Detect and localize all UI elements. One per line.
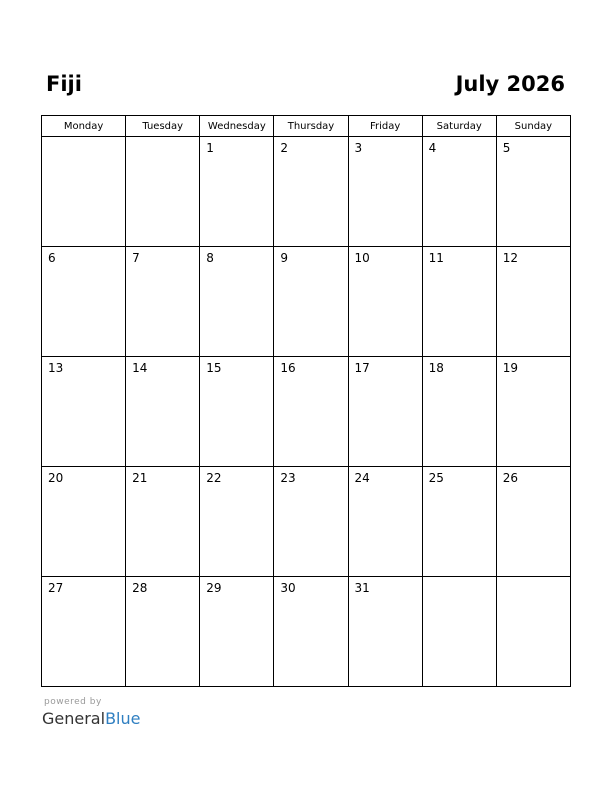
week-row (42, 467, 571, 577)
weekday-header: Tuesday (126, 116, 200, 137)
weekday-header: Thursday (274, 116, 348, 137)
week-row (42, 137, 571, 247)
brand-name-part1: General (42, 709, 106, 728)
day-cell (348, 577, 422, 687)
day-cell (42, 357, 126, 467)
day-cell (200, 357, 274, 467)
powered-by-text: powered by (44, 697, 102, 707)
day-number: 31 (354, 581, 370, 595)
day-cell (42, 247, 126, 357)
weekday-header: Saturday (422, 116, 496, 137)
day-cell (42, 467, 126, 577)
day-cell (274, 467, 348, 577)
day-cell (126, 357, 200, 467)
week-row (42, 247, 571, 357)
day-number: 22 (206, 471, 222, 485)
day-number: 11 (428, 251, 444, 265)
day-cell (496, 577, 570, 687)
week-row (42, 577, 571, 687)
day-number: 16 (280, 361, 296, 375)
weekday-header: Sunday (496, 116, 570, 137)
day-number: 25 (428, 471, 444, 485)
week-row (42, 357, 571, 467)
day-cell (274, 357, 348, 467)
day-cell (126, 577, 200, 687)
day-cell (274, 577, 348, 687)
day-number (423, 577, 496, 581)
day-cell (274, 247, 348, 357)
day-number: 14 (132, 361, 148, 375)
day-number: 17 (354, 361, 370, 375)
day-cell (126, 247, 200, 357)
day-cell (496, 137, 570, 247)
day-number: 5 (502, 141, 511, 155)
day-cell (200, 137, 274, 247)
day-number: 6 (48, 251, 56, 265)
month-year-title: July 2026 (455, 72, 565, 96)
day-number: 24 (354, 471, 370, 485)
day-number: 26 (502, 471, 519, 485)
day-cell (42, 137, 126, 247)
weekday-header-row (42, 116, 571, 137)
day-cell (422, 577, 496, 687)
weekday-header: Monday (42, 116, 126, 137)
day-cell (348, 137, 422, 247)
footer-branding (42, 697, 140, 729)
day-number: 10 (354, 251, 370, 265)
day-cell (496, 467, 570, 577)
day-number (126, 137, 199, 141)
brand-name-part2: Blue (105, 709, 141, 728)
day-cell (422, 247, 496, 357)
day-cell (348, 467, 422, 577)
day-cell (200, 577, 274, 687)
day-number: 20 (48, 471, 64, 485)
weekday-header: Friday (348, 116, 422, 137)
day-cell (126, 467, 200, 577)
day-cell (274, 137, 348, 247)
calendar-grid (41, 115, 571, 687)
day-number: 18 (428, 361, 444, 375)
day-number: 23 (280, 471, 296, 485)
day-number: 29 (206, 581, 222, 595)
day-cell (496, 247, 570, 357)
day-cell (42, 577, 126, 687)
day-number: 13 (48, 361, 64, 375)
day-number: 7 (132, 251, 140, 265)
day-cell (496, 357, 570, 467)
day-number (497, 577, 570, 581)
generalblue-logo[interactable] (42, 709, 140, 729)
country-title: Fiji (46, 72, 82, 96)
day-number: 21 (132, 471, 148, 485)
day-number: 12 (502, 251, 519, 265)
day-number: 15 (206, 361, 222, 375)
day-number: 1 (206, 141, 214, 155)
day-number: 19 (502, 361, 519, 375)
day-cell (126, 137, 200, 247)
day-number: 2 (280, 141, 289, 155)
day-cell (422, 467, 496, 577)
weekday-header: Wednesday (200, 116, 274, 137)
day-number (42, 137, 125, 141)
day-number: 8 (206, 251, 214, 265)
day-cell (200, 247, 274, 357)
day-number: 4 (428, 141, 437, 155)
day-cell (200, 467, 274, 577)
day-number: 9 (280, 251, 289, 265)
day-cell (422, 357, 496, 467)
day-cell (348, 247, 422, 357)
day-number: 30 (280, 581, 296, 595)
day-number: 28 (132, 581, 148, 595)
day-cell (422, 137, 496, 247)
day-cell (348, 357, 422, 467)
day-number: 3 (354, 141, 363, 155)
day-number: 27 (48, 581, 64, 595)
